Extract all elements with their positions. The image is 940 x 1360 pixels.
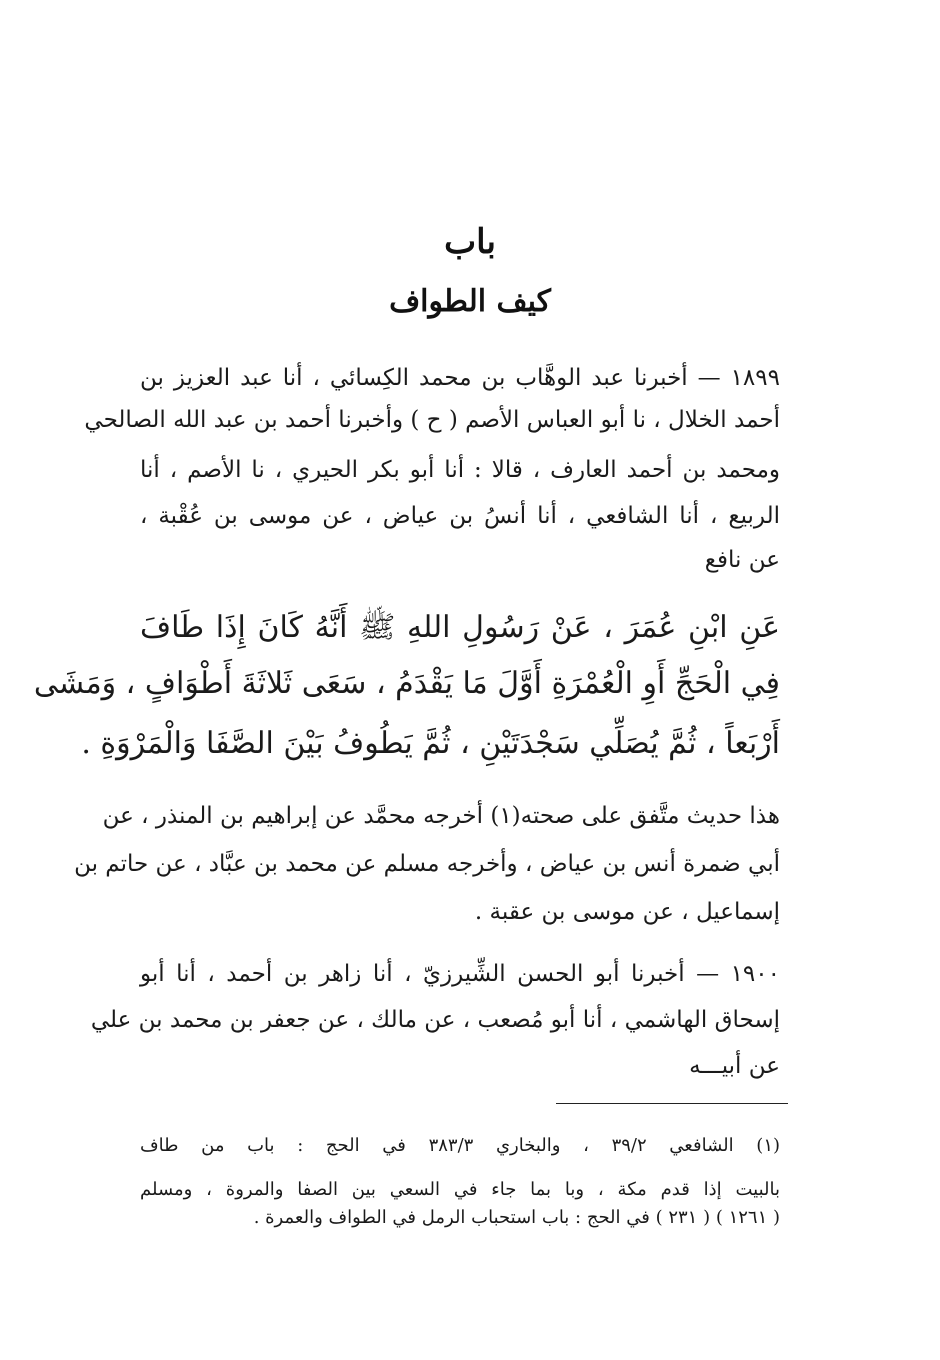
text-line: عن نافع [704, 547, 780, 573]
text-line: ومحمد بن أحمد العارف ، قالا : أنا أبو بكر الحيري ، نا الأصم ، أنا [140, 457, 780, 483]
text-line: ١٨٩٩ — أخبرنا عبد الوهَّاب بن محمد الكِسائي ، أنا عبد العزيز بن [140, 365, 780, 391]
text-line: هذا حديث متَّفق على صحته(١) أخرجه محمَّد عن إبراهيم بن المنذر ، عن [102, 803, 780, 829]
text-line: إسحاق الهاشمي ، أنا أبو مُصعب ، عن مالك ، عن جعفر بن محمد بن علي [90, 1007, 780, 1033]
matn-line: أَرْبَعاً ، ثُمَّ يُصَلِّي سَجْدَتَيْنِ ، ثُمَّ يَطُوفُ بَيْنَ الصَّفَا وَالْمَرْوَةِ . [81, 726, 780, 761]
text-line: الربيع ، أنا الشافعي ، أنا أنسُ بن عياض ، عن موسى بن عُقْبة ، [140, 503, 780, 529]
text-line: عن أبيـــه [689, 1053, 780, 1079]
chapter-label: باب [444, 222, 496, 262]
matn-line: فِي الْحَجِّ أَوِ الْعُمْرَةِ أَوَّلَ مَا يَقْدَمُ ، سَعَى ثَلاثَةَ أَطْوَافٍ ، وَمَشَى [33, 666, 780, 701]
footnote-divider [556, 1103, 788, 1104]
footnote-line: ( ١٢٦١ ) ( ٢٣١ ) في الحج : باب استحباب الرمل في الطواف والعمرة . [253, 1207, 780, 1228]
chapter-title: كيف الطواف [389, 284, 551, 319]
footnote-line: (١) الشافعي ٣٩/٢ ، والبخاري ٣٨٣/٣ في الحج : باب من طاف [140, 1135, 781, 1156]
footnote-line: بالبيت إذا قدم مكة ، وبا بما جاء في السعي بين الصفا والمروة ، ومسلم [140, 1179, 780, 1200]
text-line: أحمد الخلال ، نا أبو العباس الأصم ( ح ) وأخبرنا أحمد بن عبد الله الصالحي [84, 407, 780, 433]
text-line: أبي ضمرة أنس بن عياض ، وأخرجه مسلم عن محمد بن عبَّاد ، عن حاتم بن [74, 851, 780, 877]
matn-line: عَنِ ابْنِ عُمَرَ ، عَنْ رَسُولِ اللهِ ﷺ أَنَّهُ كَانَ إِذَا طَافَ [140, 610, 780, 645]
text-line: إسماعيل ، عن موسى بن عقبة . [474, 899, 780, 925]
text-line: ١٩٠٠ — أخبرنا أبو الحسن الشِّيرزيّ ، أنا زاهر بن أحمد ، أنا أبو [140, 961, 780, 987]
